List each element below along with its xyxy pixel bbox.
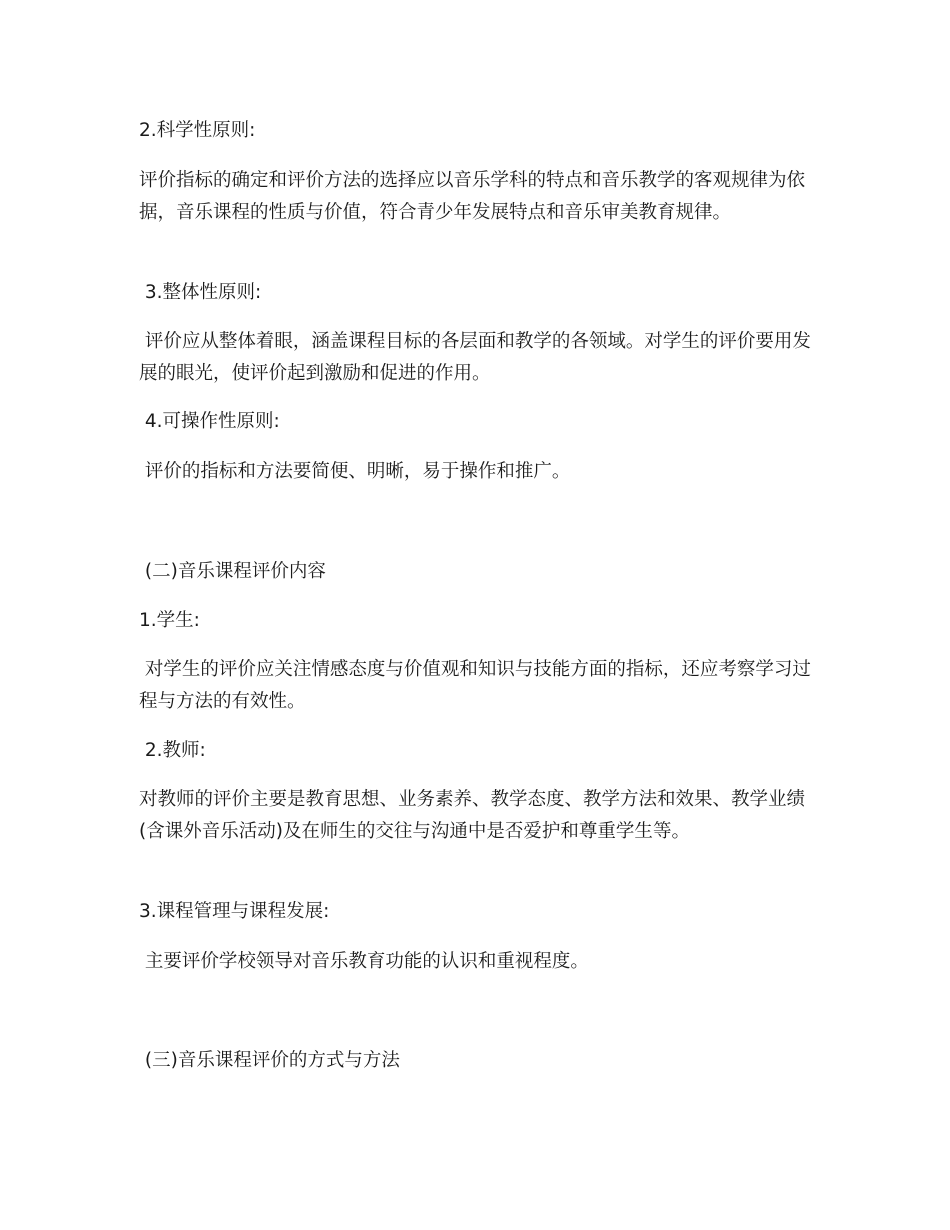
paragraph-teachers: 对教师的评价主要是教育思想、业务素养、教学态度、教学方法和效果、教学业绩(含课外音乐活动)及在师生的交往与沟通中是否爱护和尊重学生等。 (139, 789, 806, 842)
heading-holistic-principle: 3.整体性原则: (139, 282, 262, 303)
paragraph-scientific-principle: 评价指标的确定和评价方法的选择应以音乐学科的特点和音乐教学的客观规律为依据，音乐课程的性质与价值，符合青少年发展特点和音乐审美教育规律。 (139, 170, 806, 223)
heading-students: 1.学生: (139, 610, 200, 631)
heading-operability-principle: 4.可操作性原则: (139, 411, 280, 432)
section-heading-evaluation-content: (二)音乐课程评价内容 (139, 561, 326, 582)
section-heading-evaluation-methods: (三)音乐课程评价的方式与方法 (139, 1050, 400, 1071)
paragraph-students: 对学生的评价应关注情感态度与价值观和知识与技能方面的指标，还应考察学习过程与方法的有效性。 (139, 659, 811, 712)
heading-curriculum-management: 3.课程管理与课程发展: (139, 901, 330, 922)
paragraph-curriculum-management: 主要评价学校领导对音乐教育功能的认识和重视程度。 (139, 951, 589, 972)
heading-teachers: 2.教师: (139, 740, 206, 761)
heading-scientific-principle: 2.科学性原则: (139, 120, 256, 141)
paragraph-holistic-principle: 评价应从整体着眼，涵盖课程目标的各层面和教学的各领域。对学生的评价要用发展的眼光，使评价起到激励和促进的作用。 (139, 331, 811, 384)
paragraph-operability-principle: 评价的指标和方法要简便、明晰，易于操作和推广。 (139, 461, 571, 482)
